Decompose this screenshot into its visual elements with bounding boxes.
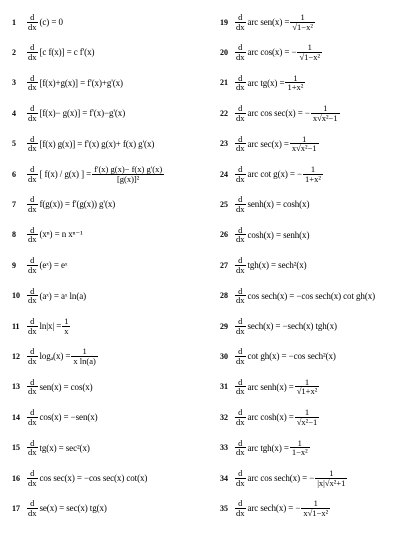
formula-number: 24 [220,169,228,179]
formula-number: 10 [12,291,20,301]
formula-row [220,11,315,33]
derivative-operator: $\frac{d}{dx}$ [236,376,245,397]
formula-row [12,163,164,185]
formula-expression: arc sec(x) = [247,138,289,149]
derivative-operator: $\frac{d}{dx}$ [28,133,37,154]
formula-row [220,376,319,398]
formula-row [220,437,310,459]
formula-number: 28 [220,291,228,301]
formula-row [12,224,83,246]
derivative-operator: $\frac{d}{dx}$ [28,316,37,336]
derivative-operator: $\frac{d}{dx}$ [28,255,37,275]
formula-row [220,163,323,185]
result-fraction: $\frac{1}{\text{√x²−1}}$ [296,407,318,427]
formula-expression: [f(x) g(x)] = f'(x) g(x)+ f(x) g'(x) [39,138,155,149]
formula-row [220,133,319,155]
derivative-operator: $\frac{d}{dx}$ [236,12,245,32]
formula-number: 12 [12,351,20,361]
formula-number: 27 [220,260,228,270]
derivative-operator: $\frac{d}{dx}$ [28,376,37,397]
formula-number: 22 [220,108,228,118]
derivative-operator: $\frac{d}{dx}$ [236,133,245,154]
derivative-operator: $\frac{d}{dx}$ [28,224,37,245]
formula-number: 34 [220,473,228,483]
derivative-operator: $\frac{d}{dx}$ [236,103,245,123]
derivative-operator: $\frac{d}{dx}$ [236,437,245,458]
formula-expression: cosh(x) = senh(x) [247,229,310,240]
formula-expression: sech(x) = −sech(x) tgh(x) [247,321,337,331]
formula-expression: (aˣ) = aˣ ln(a) [39,290,87,301]
formula-number: 9 [12,260,16,270]
derivative-operator: $\frac{d}{dx}$ [236,42,245,62]
formula-expression: sen(x) = cos(x) [39,381,93,392]
formula-number: 29 [220,321,228,331]
formula-expression: arc tg(x) = [247,77,285,88]
formula-expression: (eˣ) = eˣ [39,260,68,271]
formula-row [12,376,93,398]
derivative-operator: $\frac{d}{dx}$ [28,103,37,123]
formula-number: 14 [12,412,20,422]
formula-expression: se(x) = sec(x) tg(x) [39,503,107,514]
formula-expression: f(g(x)) = f'(g(x)) g'(x) [39,199,116,210]
formula-row [220,315,337,337]
formula-number: 13 [12,382,20,392]
formula-row [220,72,305,94]
formula-row [12,72,123,94]
result-fraction: $\frac{1}{\text{x√1−x²}}$ [303,498,329,518]
result-fraction: $\frac{1}{\text{1−x²}}$ [291,437,308,458]
formula-number: 8 [12,230,16,240]
derivative-operator: $\frac{d}{dx}$ [28,437,37,458]
formula-expression: ln|x| = [39,321,62,331]
derivative-operator: $\frac{d}{dx}$ [28,164,37,184]
formula-expression: cot gh(x) = −cos sech²(x) [247,351,336,362]
result-fraction: $\frac{1}{\text{x ln(a)}}$ [73,346,96,366]
formula-number: 33 [220,443,228,453]
formula-expression: arc cos sec(x) = − [247,108,310,119]
formula-expression: arc cosh(x) = [247,412,294,423]
result-fraction: $\frac{1}{\text{√1+x²}}$ [296,376,318,397]
formula-expression: [f(x)− g(x)] = f'(x)−g'(x) [39,108,126,119]
formula-row [12,11,63,33]
formula-expression: arc senh(x) = [247,381,294,392]
result-fraction: $\frac{1}{\text{√1−x²}}$ [299,42,320,62]
formula-number: 30 [220,351,228,361]
formula-expression: (xⁿ) = n xⁿ⁻¹ [39,229,83,240]
derivative-operator: $\frac{d}{dx}$ [236,194,245,214]
formula-number: 2 [12,47,16,57]
derivative-operator: $\frac{d}{dx}$ [28,194,37,214]
formula-expression: logₐ(x) = [39,351,71,362]
formula-row [12,315,70,337]
result-fraction: $\frac{1}{\text{x√x²−1}}$ [312,103,338,123]
formula-row [220,467,347,489]
derivative-operator: $\frac{d}{dx}$ [28,72,37,93]
formula-number: 35 [220,503,228,513]
formula-number: 32 [220,412,228,422]
derivative-operator: $\frac{d}{dx}$ [236,407,245,427]
formula-row [220,406,319,428]
derivative-operator: $\frac{d}{dx}$ [236,72,245,93]
formula-row [12,345,98,367]
formula-row [220,497,330,519]
formula-number: 20 [220,47,228,57]
formula-expression: tg(x) = sec²(x) [39,442,90,453]
formula-number: 15 [12,443,20,453]
derivative-operator: $\frac{d}{dx}$ [236,164,245,184]
derivative-operator: $\frac{d}{dx}$ [236,346,245,366]
result-fraction: $\frac{1}{x}$ [64,316,69,336]
formula-expression: [c f(x)] = c f'(x) [39,47,95,58]
formula-row [12,102,125,124]
formula-number: 11 [12,321,20,331]
formula-number: 31 [220,382,228,392]
formula-expression: arc cos(x) = − [247,47,297,58]
formula-number: 26 [220,230,228,240]
formula-number: 21 [220,78,228,88]
formula-row [12,497,107,519]
formula-expression: arc sech(x) = − [247,503,301,514]
derivative-operator: $\frac{d}{dx}$ [28,498,37,518]
formula-expression: (c) = 0 [39,17,63,27]
formula-expression: arc tgh(x) = [247,442,289,453]
formula-row [220,102,340,124]
derivative-operator: $\frac{d}{dx}$ [236,285,245,306]
formula-number: 17 [12,503,20,513]
formula-expression: [f(x)+g(x)] = f'(x)+g'(x) [39,77,123,88]
formula-number: 3 [12,78,16,88]
formula-row [12,285,86,307]
formula-row [12,467,147,489]
derivative-operator: $\frac{d}{dx}$ [236,498,245,518]
derivative-operator: $\frac{d}{dx}$ [28,346,37,366]
result-fraction: $\frac{1}{\text{√1−x²}}$ [292,12,313,32]
derivative-operator: $\frac{d}{dx}$ [236,224,245,245]
formula-row [12,254,67,276]
formula-row [12,133,154,155]
formula-row [12,41,94,63]
formula-row [12,193,115,215]
formula-row [12,437,90,459]
formula-expression: [ f(x) / g(x) ] = [39,169,92,179]
derivative-operator: $\frac{d}{dx}$ [28,42,37,62]
formula-expression: tgh(x) = sech²(x) [247,260,307,271]
derivative-operator: $\frac{d}{dx}$ [28,285,37,306]
derivative-operator: $\frac{d}{dx}$ [236,316,245,336]
formula-row [220,193,309,215]
formula-number: 4 [12,108,16,118]
result-fraction: $\frac{f'(x) g(x)- f(x) g'(x)}{\text{[g(x)]²}}$ [94,164,163,184]
formula-row [12,406,98,428]
formula-row [220,345,336,367]
formula-number: 1 [12,17,16,27]
formula-number: 25 [220,199,228,209]
formula-expression: arc cos sech(x) = − [247,473,315,483]
derivative-operator: $\frac{d}{dx}$ [28,407,37,427]
result-fraction: $\frac{1}{\text{1+x²}}$ [305,164,321,184]
formula-row [220,285,375,307]
derivative-operator: $\frac{d}{dx}$ [28,12,37,32]
formula-number: 19 [220,17,228,27]
formula-row [220,41,322,63]
formula-expression: arc cot g(x) = − [247,169,303,179]
result-fraction: $\frac{1}{\text{|x|√x²+1}}$ [317,468,346,488]
formula-number: 5 [12,139,16,149]
formula-expression: cos sech(x) = −cos sech(x) cot gh(x) [247,290,376,301]
derivative-operator: $\frac{d}{dx}$ [28,468,37,488]
formula-number: 16 [12,473,20,483]
formula-expression: cos(x) = −sen(x) [39,412,98,423]
formula-number: 7 [12,199,16,209]
formula-number: 23 [220,139,228,149]
result-fraction: $\frac{1}{\text{x√x²−1}}$ [291,133,317,154]
formula-expression: cos sec(x) = −cos sec(x) cot(x) [39,473,148,483]
formula-row [220,224,309,246]
derivative-operator: $\frac{d}{dx}$ [236,255,245,275]
result-fraction: $\frac{1}{\text{1+x²}}$ [287,72,304,93]
formula-expression: arc sen(x) = [247,17,290,27]
formula-row [220,254,307,276]
derivative-operator: $\frac{d}{dx}$ [236,468,245,488]
formula-expression: senh(x) = cosh(x) [247,199,310,210]
formula-number: 6 [12,169,16,179]
